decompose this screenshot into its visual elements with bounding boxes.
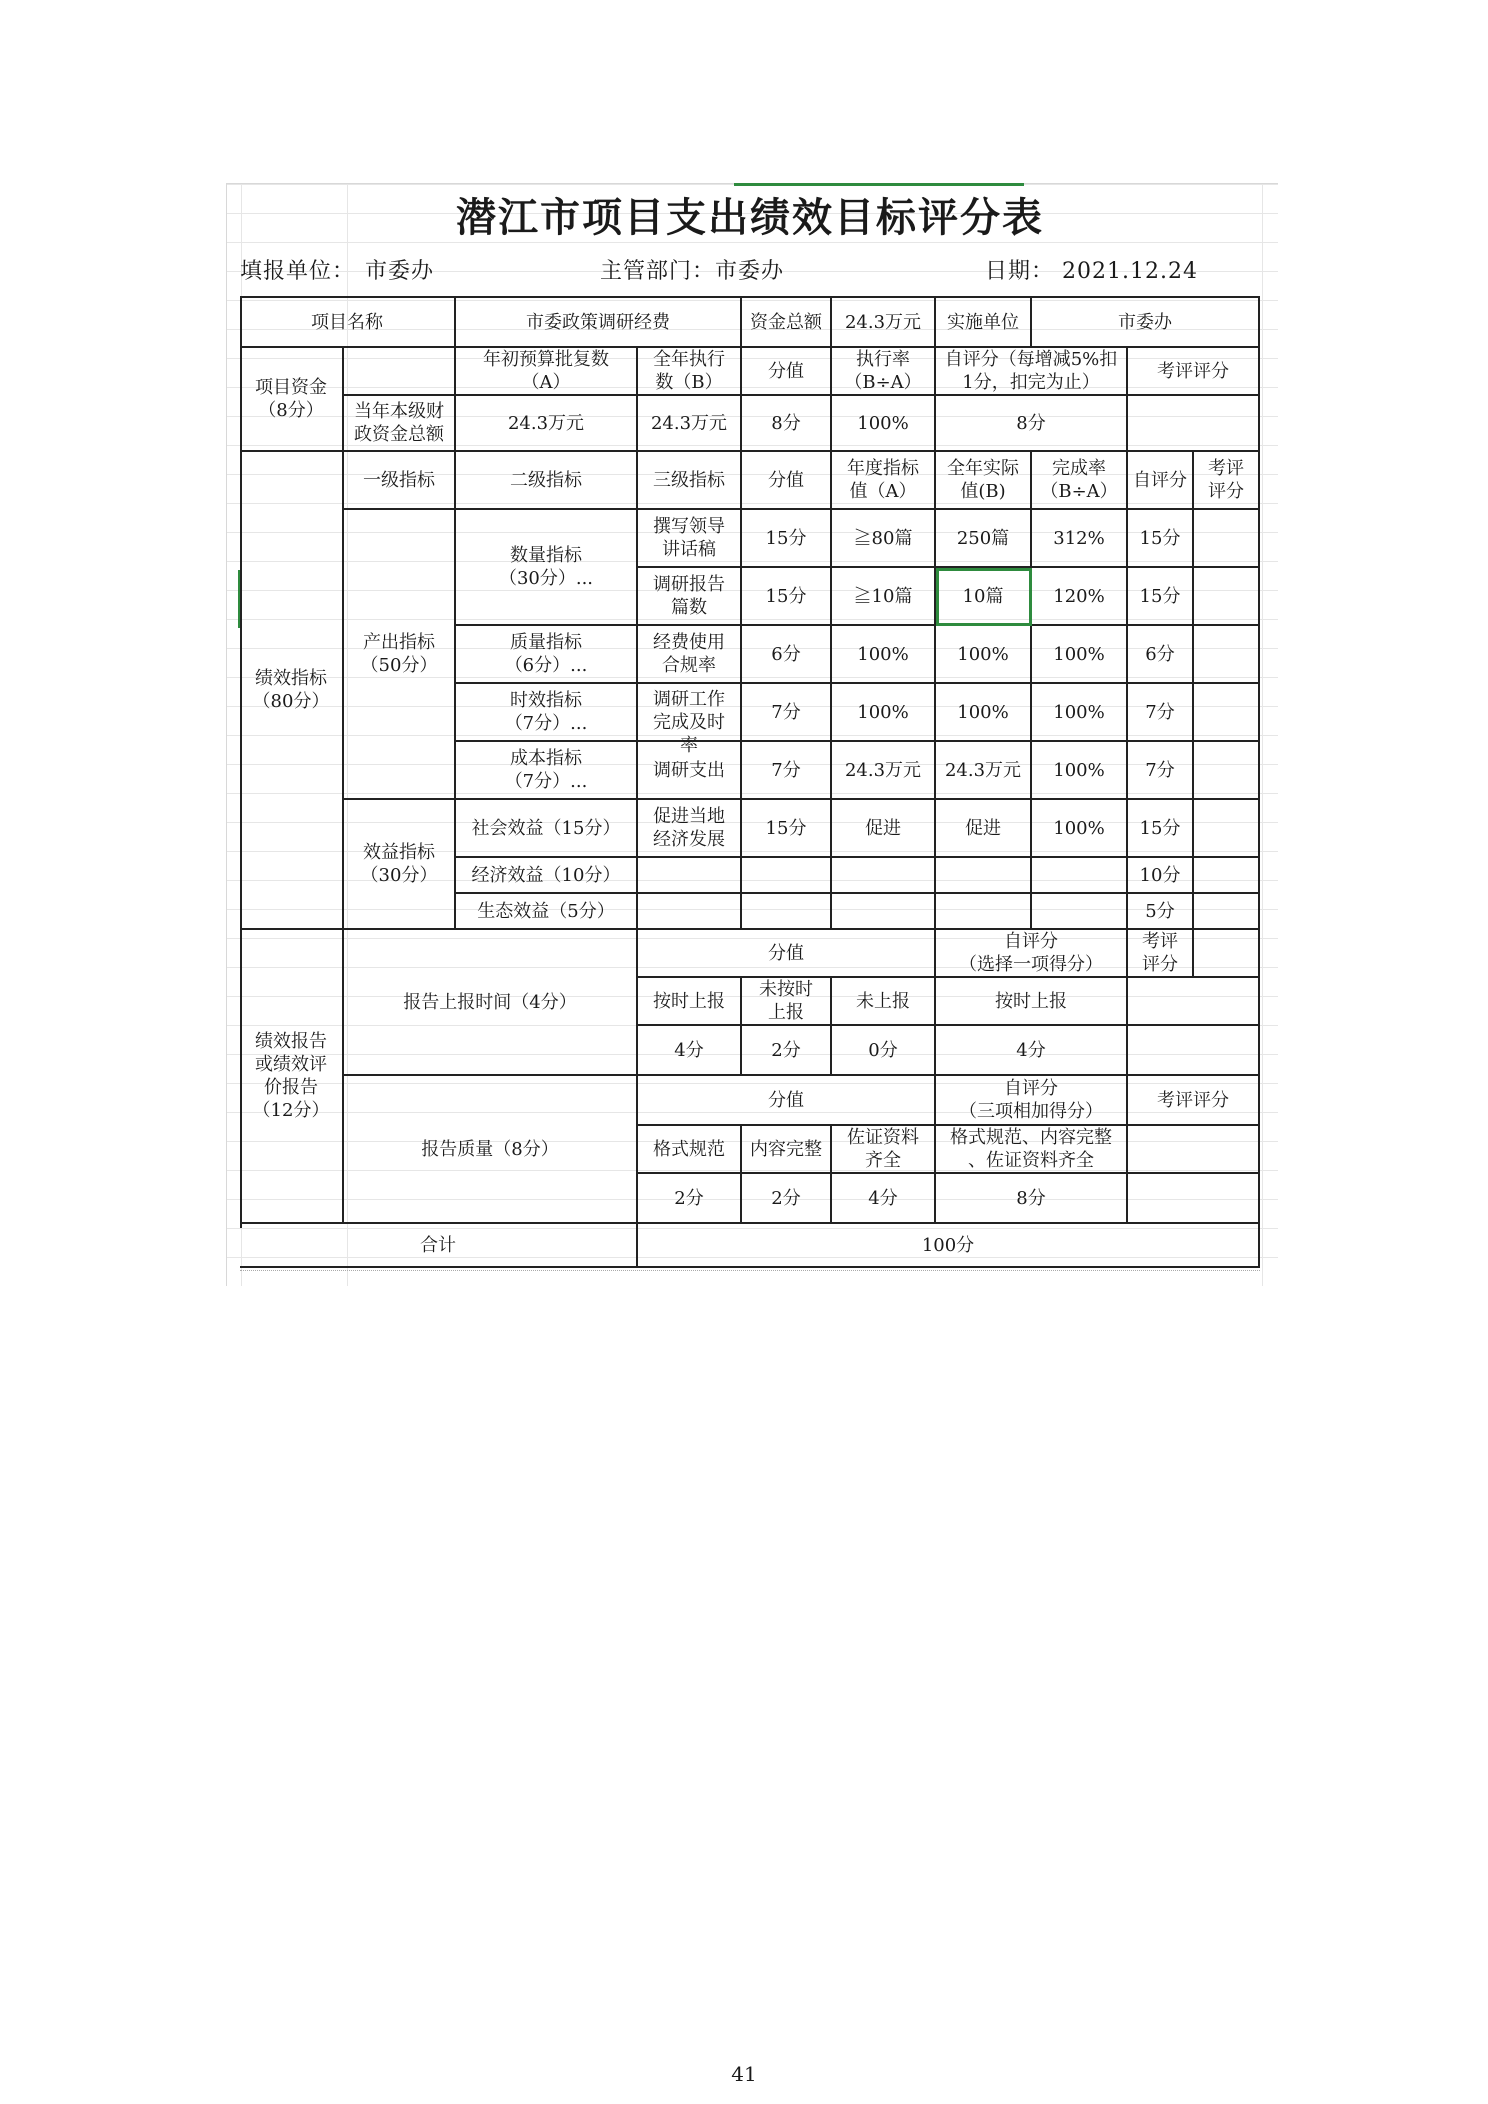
empty-cell: [1032, 894, 1128, 930]
implementing-unit-value: 市委办: [1032, 298, 1260, 348]
output-indicators-label: 产出指标 （50分）: [344, 510, 456, 800]
indicator-actual: 100%: [936, 684, 1032, 742]
ecological-benefit-indicator: 生态效益（5分）: [456, 894, 638, 930]
indicator-score: 15分: [742, 510, 832, 568]
empty-cell: [1032, 858, 1128, 894]
perf-header-l2: 二级指标: [456, 452, 638, 510]
perf-indicators-label: 绩效指标 （80分）: [240, 452, 344, 930]
report-time-self-points: 4分: [936, 1026, 1128, 1076]
indicator-target: 促进: [832, 800, 936, 858]
ecological-self-score: 5分: [1128, 894, 1194, 930]
indicator-rate: 100%: [1032, 626, 1128, 684]
indicator-l3: 撰写领导 讲话稿: [638, 510, 742, 568]
report-quality-eval: [1128, 1126, 1260, 1174]
report-quality-score-header: 分值: [638, 1076, 936, 1126]
indicator-rate: 100%: [1032, 800, 1128, 858]
indicator-self: 7分: [1128, 742, 1194, 800]
indicator-self: 15分: [1128, 800, 1194, 858]
funds-header-eval: 考评评分: [1128, 348, 1260, 396]
indicator-eval: [1194, 800, 1260, 858]
indicator-target: 100%: [832, 626, 936, 684]
indicator-actual: 24.3万元: [936, 742, 1032, 800]
project-name-value: 市委政策调研经费: [456, 298, 742, 348]
perf-header-target: 年度指标 值（A）: [832, 452, 936, 510]
perf-header-l1: 一级指标: [344, 452, 456, 510]
timeliness-indicator: 时效指标 （7分）...: [456, 684, 638, 742]
supervising-department: 主管部门：市委办: [600, 259, 785, 284]
indicator-score: 7分: [742, 684, 832, 742]
report-time-points: 4分: [638, 1026, 742, 1076]
report-time-points: 2分: [742, 1026, 832, 1076]
report-quality-points: 4分: [832, 1174, 936, 1224]
fill-unit-label: 填报单位：: [240, 259, 356, 284]
quality-indicator: 质量指标 （6分）...: [456, 626, 638, 684]
funds-self: 8分: [936, 396, 1128, 452]
indicator-l3: 促进当地 经济发展: [638, 800, 742, 858]
indicator-rate: 100%: [1032, 742, 1128, 800]
perf-header-eval: 考评 评分: [1194, 452, 1260, 510]
perf-header-l3: 三级指标: [638, 452, 742, 510]
indicator-actual: 100%: [936, 626, 1032, 684]
report-quality-self-points: 8分: [936, 1174, 1128, 1224]
report-time-option: 未上报: [832, 978, 936, 1026]
empty-cell: [832, 894, 936, 930]
funds-header-exec: 全年执行 数（B）: [638, 348, 742, 396]
report-quality-points: 2分: [742, 1174, 832, 1224]
report-time-self: 按时上报: [936, 978, 1128, 1026]
empty-cell: [936, 858, 1032, 894]
indicator-rate: 312%: [1032, 510, 1128, 568]
report-time-option: 未按时 上报: [742, 978, 832, 1026]
report-quality-label: 报告质量（8分）: [344, 1076, 638, 1224]
total-funds-value: 24.3万元: [832, 298, 936, 348]
indicator-score: 15分: [742, 568, 832, 626]
empty-cell: [936, 894, 1032, 930]
indicator-eval: [1194, 510, 1260, 568]
empty-cell: [832, 858, 936, 894]
empty-cell: [638, 894, 742, 930]
funds-rate: 100%: [832, 396, 936, 452]
perf-header-rate: 完成率 （B÷A）: [1032, 452, 1128, 510]
quantity-indicator: 数量指标 （30分）...: [456, 510, 638, 626]
funds-exec: 24.3万元: [638, 396, 742, 452]
funds-score: 8分: [742, 396, 832, 452]
report-quality-item: 佐证资料 齐全: [832, 1126, 936, 1174]
empty-cell: [742, 858, 832, 894]
indicator-self: 6分: [1128, 626, 1194, 684]
project-name-label: 项目名称: [240, 298, 456, 348]
indicator-target: 100%: [832, 684, 936, 742]
report-quality-eval-points: [1128, 1174, 1260, 1224]
report-time-option: 按时上报: [638, 978, 742, 1026]
perf-header-score: 分值: [742, 452, 832, 510]
report-quality-item: 内容完整: [742, 1126, 832, 1174]
perf-header-self: 自评分: [1128, 452, 1194, 510]
funds-empty-cell: [344, 348, 456, 396]
indicator-target: ≧80篇: [832, 510, 936, 568]
cost-indicator: 成本指标 （7分）...: [456, 742, 638, 800]
indicator-l3: 调研工作 完成及时 率: [638, 684, 742, 742]
report-quality-self: 格式规范、内容完整 、佐证资料齐全: [936, 1126, 1128, 1174]
perf-header-actual: 全年实际 值(B): [936, 452, 1032, 510]
project-funds-label: 项目资金 （8分）: [240, 348, 344, 452]
indicator-eval: [1194, 568, 1260, 626]
empty-cell: [1194, 858, 1260, 894]
funds-header-budget: 年初预算批复数 （A）: [456, 348, 638, 396]
report-time-self-header: 自评分 （选择一项得分）: [936, 930, 1128, 978]
indicator-self: 15分: [1128, 568, 1194, 626]
indicator-eval: [1194, 742, 1260, 800]
empty-cell: [1194, 930, 1260, 978]
funds-row-label: 当年本级财 政资金总额: [344, 396, 456, 452]
indicator-rate: 120%: [1032, 568, 1128, 626]
total-label: 合计: [240, 1224, 638, 1268]
funds-header-score: 分值: [742, 348, 832, 396]
indicator-rate: 100%: [1032, 684, 1128, 742]
score-table: [240, 0, 1260, 1300]
report-quality-item: 格式规范: [638, 1126, 742, 1174]
indicator-actual: 250篇: [936, 510, 1032, 568]
funds-header-self: 自评分（每增减5%扣 1分，扣完为止）: [936, 348, 1128, 396]
indicator-l3: 调研报告 篇数: [638, 568, 742, 626]
page-number: 41: [731, 2062, 757, 2086]
report-quality-self-header: 自评分 （三项相加得分）: [936, 1076, 1128, 1126]
total-value: 100分: [638, 1224, 1260, 1268]
fill-unit-value: 市委办: [365, 259, 435, 284]
indicator-score: 15分: [742, 800, 832, 858]
gridline: [1262, 184, 1263, 1286]
indicator-self: 7分: [1128, 684, 1194, 742]
report-time-eval-header: 考评 评分: [1128, 930, 1194, 978]
empty-cell: [1194, 894, 1260, 930]
economic-self-score: 10分: [1128, 858, 1194, 894]
indicator-score: 6分: [742, 626, 832, 684]
empty-cell: [638, 858, 742, 894]
total-funds-label: 资金总额: [742, 298, 832, 348]
economic-benefit-indicator: 经济效益（10分）: [456, 858, 638, 894]
page-title: 潜江市项目支出绩效目标评分表: [456, 194, 1044, 241]
implementing-unit-label: 实施单位: [936, 298, 1032, 348]
effect-indicators-label: 效益指标 （30分）: [344, 800, 456, 930]
funds-eval: [1128, 396, 1260, 452]
report-time-label: 报告上报时间（4分）: [344, 930, 638, 1076]
performance-report-label: 绩效报告 或绩效评 价报告 （12分）: [240, 930, 344, 1224]
indicator-actual: 促进: [936, 800, 1032, 858]
report-quality-points: 2分: [638, 1174, 742, 1224]
selected-cell-actual[interactable]: 10篇: [936, 568, 1032, 626]
report-quality-eval-header: 考评评分: [1128, 1076, 1260, 1126]
indicator-score: 7分: [742, 742, 832, 800]
indicator-target: 24.3万元: [832, 742, 936, 800]
funds-budget: 24.3万元: [456, 396, 638, 452]
indicator-l3: 经费使用 合规率: [638, 626, 742, 684]
cropped-footnote-row: [240, 1270, 1260, 1281]
funds-header-rate: 执行率 （B÷A）: [832, 348, 936, 396]
indicator-eval: [1194, 626, 1260, 684]
indicator-l3: 调研支出: [638, 742, 742, 800]
report-time-score-header: 分值: [638, 930, 936, 978]
report-time-points: 0分: [832, 1026, 936, 1076]
indicator-eval: [1194, 684, 1260, 742]
indicator-target: ≧10篇: [832, 568, 936, 626]
social-benefit-indicator: 社会效益（15分）: [456, 800, 638, 858]
report-time-eval: [1128, 978, 1260, 1026]
report-time-eval-points: [1128, 1026, 1260, 1076]
report-date: 日期： 2021.12.24: [985, 259, 1198, 284]
indicator-self: 15分: [1128, 510, 1194, 568]
empty-cell: [742, 894, 832, 930]
